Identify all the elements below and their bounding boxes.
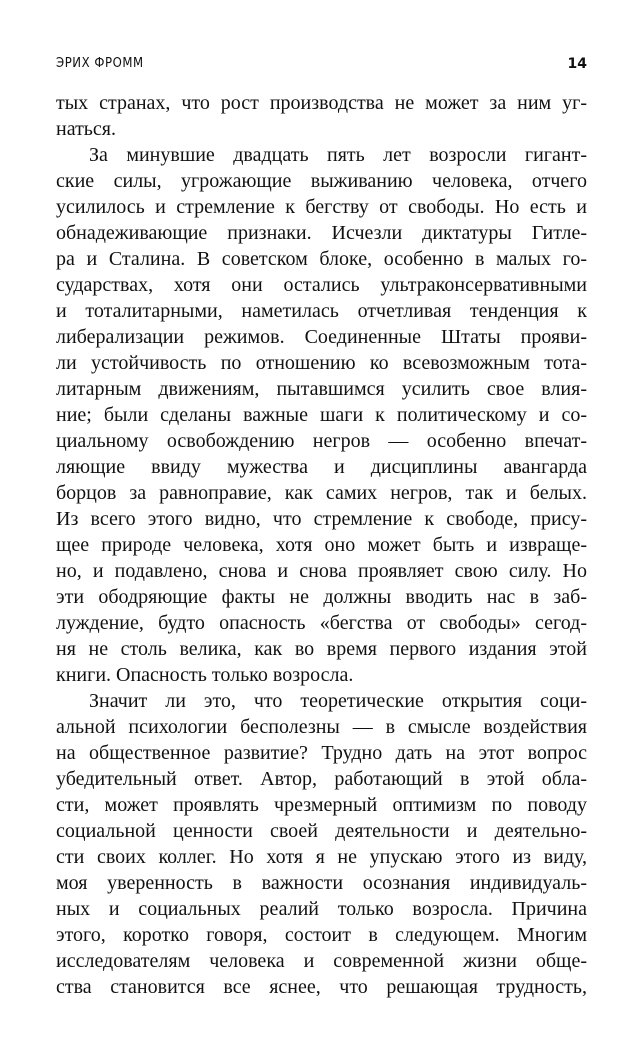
text-line: сти своих коллег. Но хотя я не упускаю этого из виду, — [56, 846, 587, 868]
running-head-author: ЭРИХ ФРОММ — [56, 56, 144, 71]
body-text — [56, 90, 587, 1000]
text-line: циальному освобождению негров — особенно впечат- — [56, 430, 587, 452]
text-line: литарным движениям, пытавшимся усилить свое влия- — [56, 378, 587, 400]
text-line: ня не столь велика, как во время первого издания этой — [56, 638, 587, 660]
text-line: книги. Опасность только возросла. — [56, 664, 354, 686]
text-line: альной психологии бесполезны — в смысле воздействия — [56, 716, 587, 738]
text-line: наться. — [56, 118, 116, 140]
text-line: ра и Сталина. В советском блоке, особенно в малых го- — [56, 248, 587, 270]
text-line: щее природе человека, хотя оно может быть и извраще- — [56, 534, 587, 556]
running-header — [56, 56, 587, 76]
text-line: сти, может проявлять чрезмерный оптимизм по поводу — [56, 794, 587, 816]
text-line: ские силы, угрожающие выживанию человека, отчего — [56, 170, 587, 192]
text-line: обнадеживающие признаки. Исчезли диктатуры Гитле- — [56, 222, 587, 244]
text-line: ляющие ввиду мужества и дисциплины авангарда — [56, 456, 587, 478]
text-line: луждение, будто опасность «бегства от свободы» сегод- — [56, 612, 587, 634]
text-line: усилилось и стремление к бегству от свободы. Но есть и — [56, 196, 587, 218]
text-line: моя уверенность в важности осознания индивидуаль- — [56, 872, 587, 894]
page-number: 14 — [567, 56, 587, 72]
text-line: на общественное развитие? Трудно дать на этот вопрос — [56, 742, 587, 764]
text-line: сударствах, хотя они остались ультраконсервативными — [56, 274, 587, 296]
text-line: убедительный ответ. Автор, работающий в этой обла- — [56, 768, 587, 790]
text-line: социальной ценности своей деятельности и деятельно- — [56, 820, 587, 842]
text-line: и тоталитарными, наметилась отчетливая тенденция к — [56, 300, 587, 322]
text-line: Из всего этого видно, что стремление к свободе, прису- — [56, 508, 587, 530]
text-line: этого, коротко говоря, состоит в следующем. Многим — [56, 924, 587, 946]
paragraph-first-line: Значит ли это, что теоретические открытия соци- — [89, 690, 587, 712]
text-line: ние; были сделаны важные шаги к политическому и со- — [56, 404, 587, 426]
text-line: исследователям человека и современной жизни обще- — [56, 950, 587, 972]
text-line: борцов за равноправие, как самих негров, так и белых. — [56, 482, 587, 504]
text-line: тых странах, что рост производства не может за ним уг- — [56, 92, 587, 114]
text-line: ных и социальных реалий только возросла. Причина — [56, 898, 587, 920]
text-line: эти ободряющие факты не должны вводить нас в заб- — [56, 586, 587, 608]
paragraph-first-line: За минувшие двадцать пять лет возросли гигант- — [89, 144, 587, 166]
text-line: либерализации режимов. Соединенные Штаты прояви- — [56, 326, 587, 348]
text-line: ства становится все яснее, что решающая трудность, — [56, 976, 587, 998]
text-line: ли устойчивость по отношению ко всевозможным тота- — [56, 352, 587, 374]
text-line: но, и подавлено, снова и снова проявляет свою силу. Но — [56, 560, 587, 582]
